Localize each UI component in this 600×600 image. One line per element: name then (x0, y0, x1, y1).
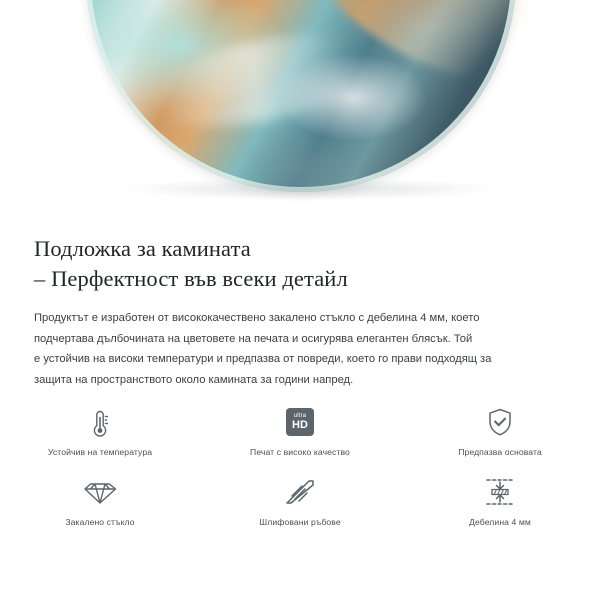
feature-label: Закалено стъкло (65, 517, 135, 527)
description-line-3: е устойчив на високи температури и предпазва от повреди, което го прави подходящ за (34, 353, 492, 365)
hero-product-image (0, 0, 600, 222)
feature-label: Предпазва основата (458, 447, 542, 457)
feature-polished-edges (200, 470, 400, 540)
feature-print-quality (200, 400, 400, 470)
headline-line-2: – Перфектност във всеки детайл (34, 266, 348, 291)
ultra-hd-icon (286, 400, 314, 444)
feature-label: Шлифовани ръбове (259, 517, 341, 527)
ultra-hd-badge-top: ultra (293, 413, 307, 419)
glass-disc-graphic (86, 0, 516, 192)
feature-grid (0, 400, 600, 540)
description-paragraph (0, 294, 600, 390)
thickness-arrows-icon (483, 470, 517, 514)
feature-thickness (400, 470, 600, 540)
description-line-4: защита на пространството около камината за години напред. (34, 373, 354, 386)
description-line-1: Продуктът е изработен от висококачествено закалено стъкло с дебелина 4 мм, което (34, 312, 480, 324)
feature-label: Устойчив на температура (47, 447, 153, 457)
diamond-icon (83, 470, 117, 514)
page-title (0, 222, 600, 294)
feature-label: Дебелина 4 мм (469, 517, 531, 527)
description-line-2: подчертава дълбочината на цветовете на печата и осигурява елегантен блясък. Той (34, 332, 473, 345)
headline-line-1: Подложка за камината (34, 236, 251, 261)
shield-check-icon (485, 400, 515, 444)
feature-protection (400, 400, 600, 470)
polished-edges-icon (283, 470, 317, 514)
text-content (0, 222, 600, 390)
feature-tempered-glass (0, 470, 200, 540)
thermometer-icon (85, 400, 115, 444)
ultra-hd-badge-bottom: HD (292, 419, 308, 431)
feature-label: Печат с високо качество (250, 447, 350, 457)
feature-temperature (0, 400, 200, 470)
